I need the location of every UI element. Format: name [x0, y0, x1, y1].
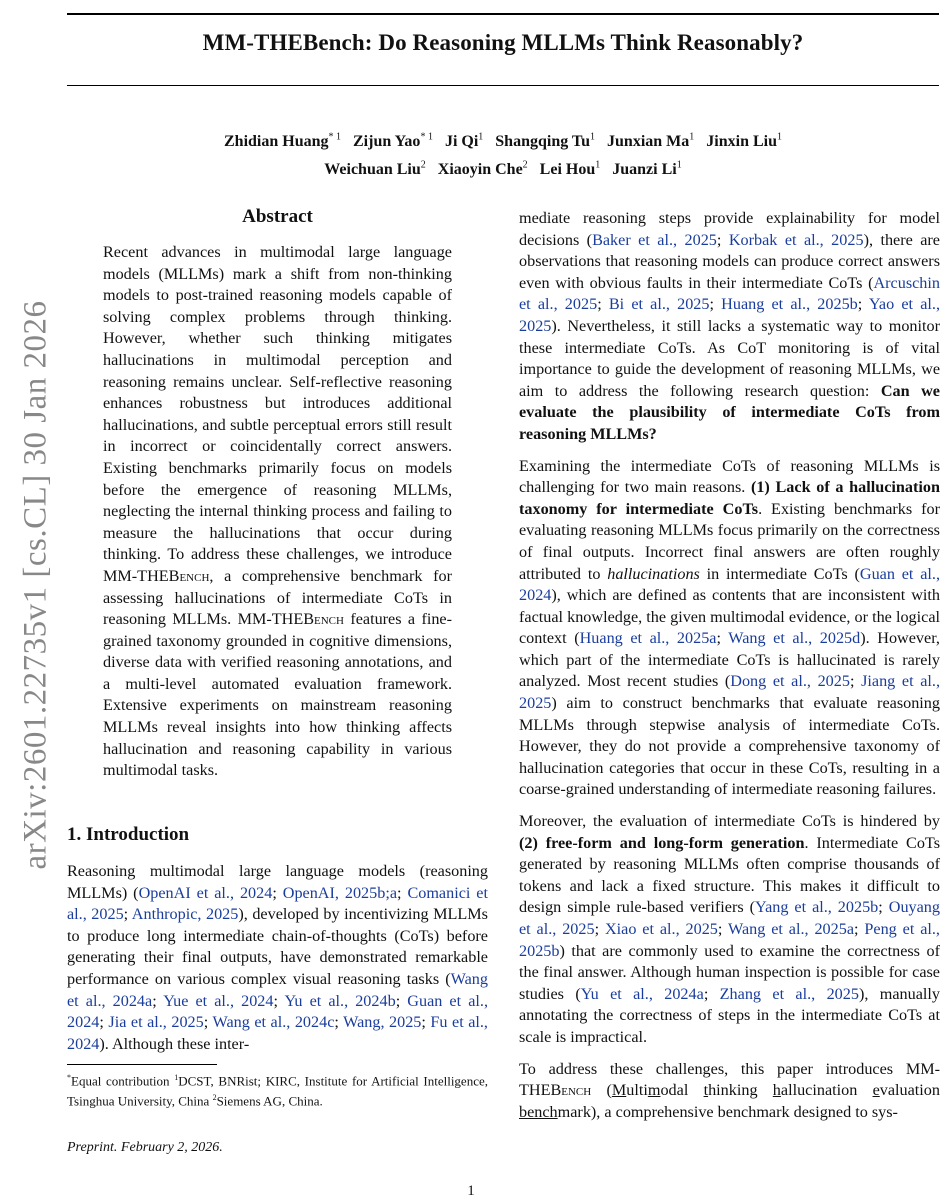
citation-link[interactable]: OpenAI, 2025b;a — [282, 883, 398, 902]
right-column — [519, 208, 940, 1133]
arxiv-sidebar — [0, 0, 60, 1200]
citation-link[interactable]: Guan et al., 2024 — [519, 564, 940, 605]
benchmark-name: MM-THEBench — [519, 1059, 940, 1100]
citation-link[interactable]: Yao et al., 2025 — [519, 295, 940, 335]
preprint-note: Preprint. February 2, 2026. — [67, 1140, 223, 1155]
citation-link[interactable]: Wang et al., 2025d — [728, 629, 861, 648]
author: Lei Hou$^1$ — [539, 159, 601, 178]
citation-link[interactable]: Dong et al., 2025 — [730, 672, 850, 691]
citation-link[interactable]: Peng et al., 2025b — [519, 920, 940, 960]
citation-link[interactable]: Yang et al., 2025b — [755, 898, 879, 917]
citation-link[interactable]: Bi et al., 2025 — [608, 295, 710, 314]
citation-link[interactable]: OpenAI et al., 2024 — [138, 883, 273, 902]
title-bottom-rule — [67, 85, 939, 86]
footnote: *Equal contribution $^1$DCST, BNRist; KIRC, Institute for Artificial Intelligence, Tsinghua University, China $^2$Siemens AG, China. — [67, 1073, 488, 1109]
page-number: 1 — [467, 1183, 475, 1199]
author: Junxian Ma$^1$ — [607, 132, 695, 151]
right-paragraph-3: Moreover, the evaluation of intermediate CoTs is hindered by (2) free-form and long-form generation. Intermediate CoTs generated by reasoning MLLMs often comprise thousands of tokens and lack a fixed structure. This makes it difficult to design simple rule-based verifiers (Yang et al., 2025b; Ouyang et al., 2025; Xiao et al., 2025; Wang et al., 2025a; Peng et al., 2025b) that are commonly used to examine the correctness of the final answer. Although human inspection is possible for case studies (Yu et al., 2024a; Zhang et al., 2025), manually annotating the correctness of steps in the intermediate CoTs at scale is impractical. — [519, 812, 940, 1046]
benchmark-name: MM-THEBench — [237, 610, 344, 629]
citation-link[interactable]: Huang et al., 2025b — [721, 295, 858, 314]
citation-link[interactable]: Zhang et al., 2025 — [719, 984, 859, 1003]
citation-link[interactable]: Yu et al., 2024a — [580, 984, 704, 1003]
arxiv-identifier[interactable]: arXiv:2601.22735v1 [cs.CL] 30 Jan 2026 — [17, 300, 54, 870]
right-paragraph-4: To address these challenges, this paper introduces MM-THEBench (Multimodal thinking hallucination evaluation benchmark), a comprehensive benchmark designed to sys- — [519, 1059, 940, 1121]
citation-link[interactable]: Wang et al., 2024a — [67, 969, 488, 1010]
citation-link[interactable]: Huang et al., 2025a — [579, 629, 717, 648]
citation-link[interactable]: Jia et al., 2025 — [108, 1013, 204, 1032]
abstract-text: Recent advances in multimodal large language models (MLLMs) mark a shift from non-thinking models to post-trained reasoning models capable of solving complex problems through thinking. However, whether such thinking mitigates hallucinations in multimodal perception and reasoning remains unclear. Self-reflective reasoning enhances robustness but introduces additional hallucinations, and subtle perceptual errors still result in incorrect or coincidentally correct answers. Existing benchmarks primarily focus on models before the emergence of reasoning MLLMs, neglecting the internal thinking process and failing to measure the hallucinations that occur during thinking. To address these challenges, we introduce MM-THEBench, a comprehensive benchmark for assessing hallucinations of intermediate CoTs in reasoning MLLMs. MM-THEBench features a fine-grained taxonomy grounded in cognitive dimensions, diverse data with verified reasoning annotations, and a multi-level automated evaluation framework. Extensive experiments on mainstream reasoning MLLMs reveal insights into how thinking affects hallucination and reasoning capability in various multimodal tasks. — [103, 243, 452, 780]
author-line-1 — [67, 126, 939, 153]
author-list — [67, 126, 939, 181]
challenge-2: (2) free-form and long-form generation — [519, 833, 805, 852]
citation-link[interactable]: Guan et al., 2024 — [67, 991, 488, 1032]
citation-link[interactable]: Korbak et al., 2025 — [728, 230, 864, 249]
right-paragraph-2: Examining the intermediate CoTs of reasoning MLLMs is challenging for two main reasons. (1) Lack of a hallucination taxonomy for intermediate CoTs. Existing benchmarks for evaluating reasoning MLLMs focus primarily on the correctness of final outputs. Incorrect final answers are often roughly attributed to hallucinations in intermediate CoTs (Guan et al., 2024), which are defined as contents that are inconsistent with factual knowledge, the given multimodal evidence, or the logical context (Huang et al., 2025a; Wang et al., 2025d). However, which part of the intermediate CoTs is hallucinated is rarely analyzed. Most recent studies (Dong et al., 2025; Jiang et al., 2025) aim to construct benchmarks that evaluate reasoning MLLMs through stepwise analysis of intermediate CoTs. However, they do not provide a comprehensive taxonomy of hallucination categories that occur in these CoTs, resulting in a coarse-grained understanding of intermediate reasoning failures. — [519, 456, 940, 799]
citation-link[interactable]: Yue et al., 2024 — [163, 991, 274, 1010]
author: Juanzi Li$^1$ — [612, 159, 682, 178]
challenge-1: (1) Lack of a hallucination taxonomy for intermediate CoTs — [519, 478, 940, 518]
citation-link[interactable]: Fu et al., 2024 — [67, 1013, 488, 1053]
author: Jinxin Liu$^1$ — [706, 132, 782, 151]
author: Zhidian Huang$^{* 1}$ — [224, 132, 341, 151]
citation-link[interactable]: Ouyang et al., 2025 — [519, 898, 940, 938]
right-paragraph-1: mediate reasoning steps provide explainability for model decisions (Baker et al., 2025; Korbak et al., 2025), there are observations that reasoning models can produce correct answers even with obvious faults in their intermediate CoTs (Arcuschin et al., 2025; Bi et al., 2025; Huang et al., 2025b; Yao et al., 2025). Nevertheless, it still lacks a systematic way to monitor these intermediate CoTs. As CoT monitoring is of vital importance to guide the development of reasoning MLLMs, we aim to address the following research question: Can we evaluate the plausibility of intermediate CoTs from reasoning MLLMs? — [519, 209, 940, 443]
citation-link[interactable]: Wang, 2025 — [343, 1013, 422, 1032]
paper-title: MM-THEBench: Do Reasoning MLLMs Think Reasonably? — [202, 30, 804, 55]
author: Zijun Yao$^{* 1}$ — [353, 132, 433, 151]
author: Ji Qi$^1$ — [444, 132, 484, 151]
citation-link[interactable]: Baker et al., 2025 — [592, 230, 717, 249]
citation-link[interactable]: Wang et al., 2024c — [212, 1013, 335, 1032]
research-question: Can we evaluate the plausibility of intermediate CoTs from reasoning MLLMs? — [519, 381, 940, 443]
section-heading-introduction: 1. Introduction — [67, 824, 190, 845]
benchmark-name: MM-THEBench — [103, 566, 210, 585]
author: Xiaoyin Che$^2$ — [437, 159, 528, 178]
citation-link[interactable]: Arcuschin et al., 2025 — [519, 273, 940, 314]
title-top-rule — [67, 13, 939, 15]
author: Weichuan Liu$^2$ — [324, 159, 426, 178]
citation-link[interactable]: Jiang et al., 2025 — [519, 672, 940, 713]
citation-link[interactable]: Xiao et al., 2025 — [604, 920, 718, 938]
author-line-2 — [67, 153, 939, 180]
author: Shangqing Tu$^1$ — [495, 132, 596, 151]
intro-paragraph: Reasoning multimodal large language models (reasoning MLLMs) (OpenAI et al., 2024; OpenAI, 2025b;a; Comanici et al., 2025; Anthropic, 2025), developed by incentivizing MLLMs to produce long intermediate chain-of-thoughts (CoTs) before generating their final outputs, have demonstrated remarkable performance on various complex visual reasoning tasks (Wang et al., 2024a; Yue et al., 2024; Yu et al., 2024b; Guan et al., 2024; Jia et al., 2025; Wang et al., 2024c; Wang, 2025; Fu et al., 2024). Although these inter- — [67, 862, 488, 1053]
citation-link[interactable]: Yu et al., 2024b — [284, 991, 396, 1010]
citation-link[interactable]: Anthropic, 2025 — [131, 905, 239, 924]
footnote-rule — [67, 1064, 217, 1065]
abstract-heading: Abstract — [242, 206, 313, 227]
citation-link[interactable]: Wang et al., 2025a — [728, 920, 855, 938]
citation-link[interactable]: Comanici et al., 2025 — [67, 883, 488, 924]
